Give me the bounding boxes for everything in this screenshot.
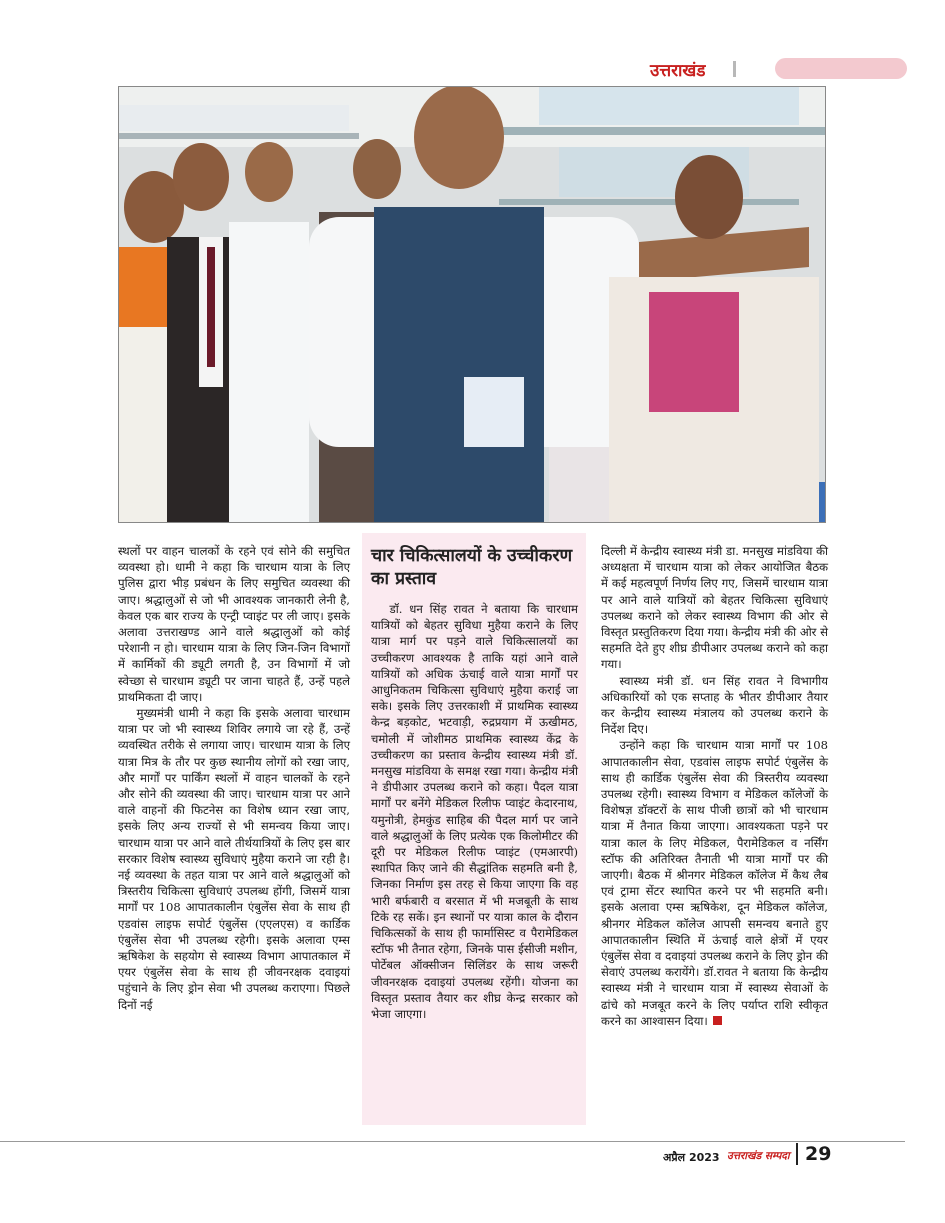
end-of-article-mark: [713, 1016, 722, 1025]
sidebar-box: [362, 533, 586, 1125]
article-paragraph: मुख्यमंत्री धामी ने कहा कि इसके अलावा चारधाम यात्रा पर जो भी स्वास्थ्य शिविर लगाये जा रहे हैं, उन्हें व्यवस्थित तरीके से लगाया जाए। चारधाम यात्रा के लिए यात्रा मित्र के तौर पर कुछ स्थानीय लोगों को रखा जाए, और मार्गों पर पार्किंग स्थलों में वाहन चालकों के रहने और सोने की व्यवस्था की जाए। चारधाम यात्रा पर आने वाले वाहनों की फिटनेस का विशेष ध्यान रखा जाए, इसके लिए अन्य राज्यों से भी समन्वय किया जाए। चारधाम यात्रा पर आने वाले तीर्थयात्रियों के लिए इस बार सरकार विशेष स्वास्थ्य सुविधाएं मुहैया कराने जा रही है। नई व्यवस्था के तहत यात्रा पर आने वाले श्रद्धालुओं को त्रिस्तरीय चिकित्सा सुविधाएं उपलब्ध होंगी, जिसमें यात्रा मार्गों पर 108 आपातकालीन एंबुलेंस सेवा के साथ ही एडवांस लाइफ सपोर्ट एंबुलेंस (एएलएस) व कार्डिक एंबुलेंस सेवा भी उपलब्ध रहेगी। इसके अलावा एम्स ऋषिकेश के सहयोग से स्वास्थ्य विभाग आपातकाल में एयर एंबुलेंस सेवा के साथ ही जीवनरक्षक दवाइयां पहुंचाने के लिए ड्रोन सेवा भी उपलब्ध कराएगा। पिछले दिनों नई: [118, 706, 350, 1012]
magazine-brand-logo: उत्तराखंड सम्पदा: [727, 1150, 790, 1162]
page-number: 29: [805, 1143, 832, 1165]
article-column-3: [601, 543, 828, 1029]
section-divider: [733, 61, 736, 77]
sidebar-body: डॉ. धन सिंह रावत ने बताया कि चारधाम यात्रियों को बेहतर सुविधा मुहैया कराने के लिए यात्रा मार्ग पर पड़ने वाले चिकित्सालयों का उच्चीकरण आवश्यक है ताकि यहां आने वाले यात्रियों को अधिक ऊंचाई वाले यात्रा मार्गों पर आधुनिकतम चिकित्सा सुविधाएं मुहैया कराई जा सके। इसके लिए उत्तरकाशी में प्राथमिक स्वास्थ्य केन्द्र बड़कोट, भटवाड़ी, रुद्रप्रयाग में ऊखीमठ, चमोली में जोशीमठ प्राथमिक स्वास्थ्य केंद्र के उच्चीकरण का प्रस्ताव केन्द्रीय स्वास्थ्य मंत्री डॉ. मनसुख मांडविया के समक्ष रखा गया। केन्द्रीय मंत्री ने डीपीआर उपलब्ध कराने को कहा। पैदल यात्रा मार्गों पर बनेंगे मेडिकल रिलीफ प्वाइंट केदारनाथ, यमुनोत्री, हेमकुंड साहिब की पैदल मार्ग पर जाने वाले श्रद्धालुओं के लिए प्रत्येक एक किलोमीटर की दूरी पर मेडिकल रिलीफ प्वाइंट (एमआरपी) स्थापित किए जाने की सैद्धांतिक सहमति बनी है, जिनका निर्माण इस तरह से किया जाएगा कि वह भारी बर्फबारी व बरसात में भी मजबूती के साथ टिके रह सकें। इन स्थानों पर यात्रा काल के दौरान चिकित्सकों के साथ ही फार्मासिस्ट व पैरामेडिकल स्टॉफ भी तैनात रहेगा, जिनके पास ईसीजी मशीन, पोर्टेबल ऑक्सीजन सिलिंडर के साथ जरूरी जीवनरक्षक दवाइयां उपलब्ध रहेंगी। योजना का विस्तृत प्रस्ताव तैयार कर शीघ्र केन्द्र सरकार को भेजा जाएगा।: [371, 602, 578, 1022]
footer-separator: [796, 1143, 798, 1165]
article-photo: [118, 86, 826, 523]
article-paragraph: स्थलों पर वाहन चालकों के रहने एवं सोने की समुचित व्यवस्था हो। धामी ने कहा कि चारधाम यात्रा के लिए पुलिस द्वारा भीड़ प्रबंधन के लिए समुचित व्यवस्था की जाए। श्रद्धालुओं से जो भी आवश्यक जानकारी लेनी है, केवल एक बार राज्य के एन्ट्री प्वाइंट पर ली जाए। इसके अलावा उत्तराखण्ड आने वाले श्रद्धालुओं को कोई परेशानी न हो। चारधाम यात्रा के लिए जिन-जिन विभागों में कार्मिकों की ड्यूटी लगती है, उन विभागों में जो स्वेच्छा से चारधाम ड्यूटी पर जाना चाहते हैं, उन्हें पहले प्राथमिकता दी जाए।: [118, 544, 350, 704]
issue-date: अप्रैल 2023: [663, 1151, 720, 1164]
footer-divider: [0, 1141, 905, 1142]
section-label: उत्तराखंड: [650, 61, 706, 81]
section-pill-decoration: [775, 58, 907, 79]
final-paragraph-text: उन्होंने कहा कि चारधाम यात्रा मार्गों पर 108 आपातकालीन सेवा, एडवांस लाइफ सपोर्ट एंबुलेंस के साथ ही कार्डिक एंबुलेंस सेवा की त्रिस्तरीय व्यवस्था उपलब्ध रहेगी। स्वास्थ्य विभाग व मेडिकल कॉलेजों के विशेषज्ञ डॉक्टरों के साथ पीजी छात्रों को भी चारधाम यात्रा में तैनात किया जाएगा। आवश्यकता पड़ने पर यात्रा काल के लिए मेडिकल, पैरामेडिकल व नर्सिंग स्टॉफ की अतिरिक्त तैनाती भी यात्रा मार्गों पर की जाएगी। बैठक में श्रीनगर मेडिकल कॉलेज में कैथ लैब एवं ट्रामा सेंटर स्थापित करने पर भी सहमति बनी। इसके अलावा एम्स ऋषिकेश, दून मेडिकल कॉलेज, श्रीनगर मेडिकल कॉलेज आपसी समन्वय बनाते हुए आपातकालीन स्थिति में ऊंचाई वाले क्षेत्रों में एयर एंबुलेंस सेवा व दवाइयां उपलब्ध कराने के लिए ड्रोन की सेवाएं उपलब्ध करायेंगे। डॉ.रावत ने बताया कि केन्द्रीय स्वास्थ्य मंत्री ने चारधाम यात्रा में स्वास्थ्य सेवाओं के ढांचे को मजबूत करने के लिए पर्याप्त राशि स्वीकृत करने का आश्वासन दिया।: [601, 738, 828, 1028]
article-paragraph: स्वास्थ्य मंत्री डॉ. धन सिंह रावत ने विभागीय अधिकारियों को एक सप्ताह के भीतर डीपीआर तैयार कर केन्द्रीय स्वास्थ्य मंत्रालय को उपलब्ध कराने के निर्देश दिए।: [601, 673, 828, 737]
article-column-1: [118, 543, 350, 1013]
article-paragraph: दिल्ली में केन्द्रीय स्वास्थ्य मंत्री डा. मनसुख मांडविया की अध्यक्षता में चारधाम यात्रा को लेकर आयोजित बैठक में कई महत्वपूर्ण निर्णय लिए गए, जिसमें चारधाम यात्रा पर आने वाले यात्रियों को बेहतर चिकित्सा सुविधाएं उपलब्ध कराने को लेकर स्वास्थ्य विभाग की ओर से विस्तृत प्रस्तुतिकरण दिया गया। केन्द्रीय मंत्री की ओर से सहमति देते हुए शीघ्र डीपीआर उपलब्ध कराने को कहा गया।: [601, 544, 828, 672]
article-paragraph-final: [601, 737, 828, 1029]
sidebar-title: चार चिकित्सालयों के उच्चीकरण का प्रस्ताव: [371, 546, 573, 589]
